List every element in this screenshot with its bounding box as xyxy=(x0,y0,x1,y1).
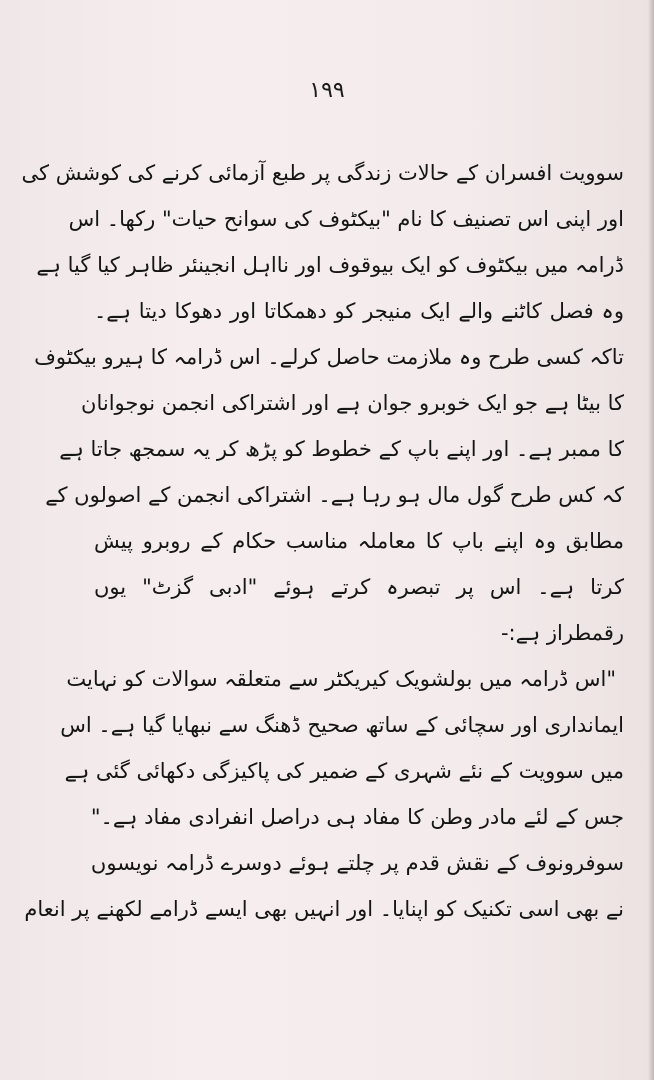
text-line: سوفرونوف کے نقش قدم پر چلتے ہوئے دوسرے ڈرامہ نویسوں xyxy=(90,851,624,875)
text-line: کا بیٹا ہے جو ایک خوبرو جوان ہے اور اشتراکی انجمن نوجوانان xyxy=(81,391,624,415)
body-text xyxy=(21,150,624,932)
text-line: تاکہ کسی طرح وہ ملازمت حاصل کرلے۔ اس ڈرامہ کا ہیرو بیکٹوف xyxy=(34,345,624,369)
quote-line: ایمانداری اور سچائی کے ساتھ صحیح ڈھنگ سے نبھایا گیا ہے۔ اس xyxy=(60,713,624,737)
quote-line: "اس ڈرامہ میں بولشویک کیریکٹر سے متعلقہ سوالات کو نہایت xyxy=(66,667,616,691)
text-line: سوویت افسران کے حالات زندگی پر طبع آزمائی کرنے کی کوشش کی xyxy=(21,161,624,185)
text-line: وہ فصل کاٹنے والے ایک منیجر کو دھمکاتا اور دھوکا دیتا ہے۔ xyxy=(94,299,624,323)
text-line: کا ممبر ہے۔ اور اپنے باپ کے خطوط کو پڑھ کر یہ سمجھ جاتا ہے xyxy=(59,437,624,461)
page-edge-shadow xyxy=(648,0,654,1080)
text-line: مطابق وہ اپنے باپ کا معاملہ مناسب حکام کے روبرو پیش xyxy=(94,529,624,553)
text-line: اور اپنی اس تصنیف کا نام "بیکٹوف کی سوانح حیات" رکھا۔ اس xyxy=(68,207,624,231)
quote-line: جس کے لئے مادر وطن کا مفاد ہی دراصل انفرادی مفاد ہے۔" xyxy=(90,805,624,829)
text-line: رقمطراز ہے:- xyxy=(500,621,624,645)
page-number: ۱۹۹ xyxy=(309,78,345,103)
text-line: کرتا ہے۔ اس پر تبصرہ کرتے ہوئے "ادبی گزٹ" یوں xyxy=(94,575,624,599)
text-line: ڈرامہ میں بیکٹوف کو ایک بیوقوف اور نااہل انجینئر ظاہر کیا گیا ہے xyxy=(36,253,624,277)
text-line: کہ کس طرح گول مال ہو رہا ہے۔ اشتراکی انجمن کے اصولوں کے xyxy=(45,483,624,507)
text-line: نے بھی اسی تکنیک کو اپنایا۔ اور انہیں بھی ایسے ڈرامے لکھنے پر انعام xyxy=(24,897,624,921)
quote-line: میں سوویت کے نئے شہری کے ضمیر کی پاکیزگی دکھائی گئی ہے xyxy=(64,759,624,783)
